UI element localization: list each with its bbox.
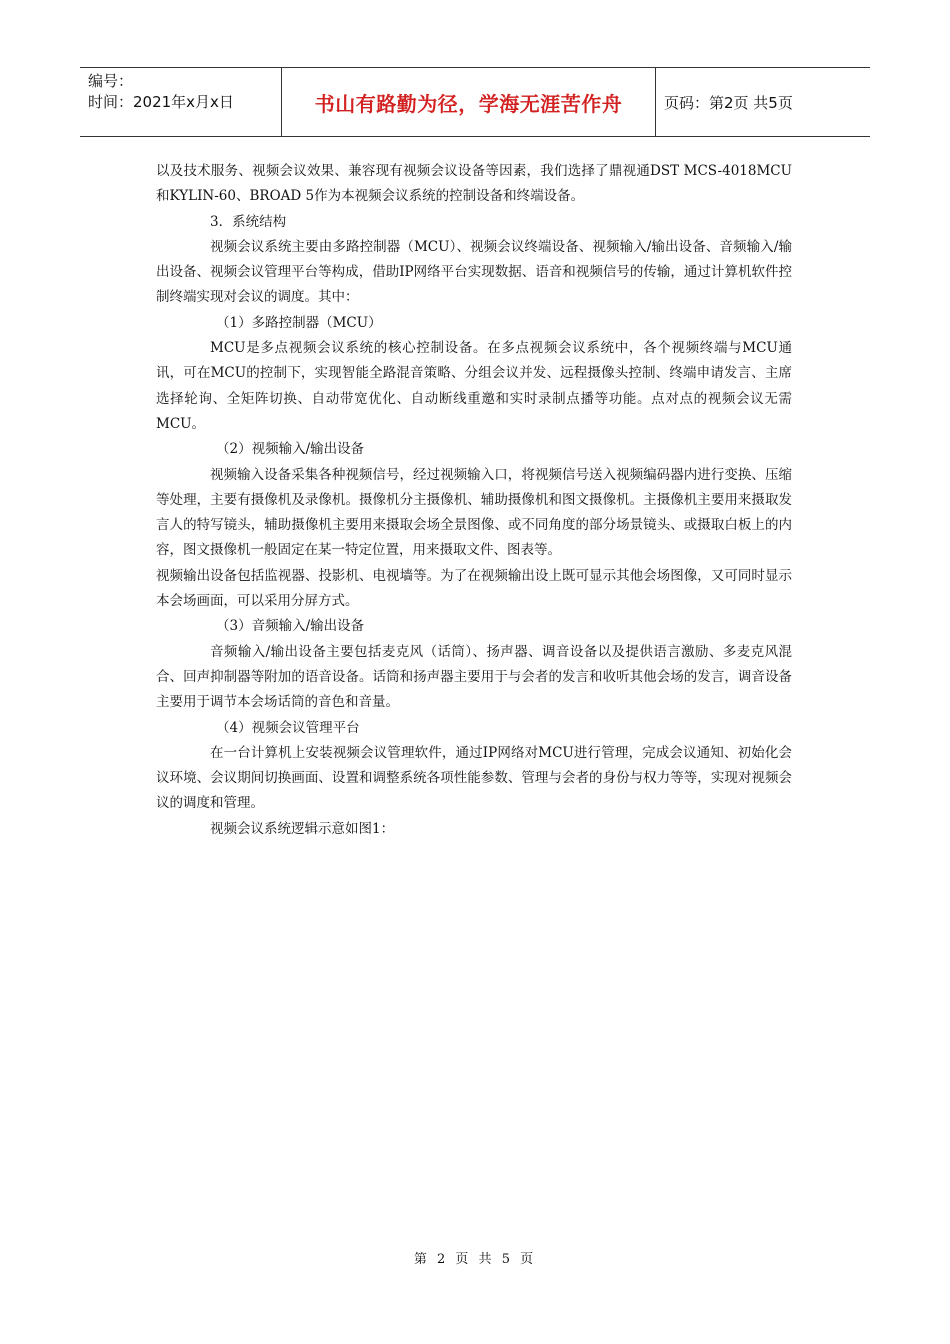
paragraph: MCU是多点视频会议系统的核心控制设备。在多点视频会议系统中，各个视频终端与MCU通讯，可在MCU的控制下，实现智能全路混音策略、分组会议并发、远程摄像头控制、终端申请发言、主席选择轮询、全矩阵切换、自动带宽优化、自动断线重邀和实时录制点播等功能。点对点的视频会议无需MCU。 bbox=[156, 340, 792, 432]
paragraph: 音频输入/输出设备主要包括麦克风（话筒）、扬声器、调音设备以及提供语言激励、多麦克风混合、回声抑制器等附加的语音设备。话筒和扬声器主要用于与会者的发言和收听其他会场的发言，调音设备主要用于调节本会场话筒的音色和音量。 bbox=[156, 643, 792, 711]
subsection-heading: （1）多路控制器（MCU） bbox=[216, 314, 382, 331]
time-label: 时间：2021年x月x日 bbox=[88, 93, 234, 111]
paragraph: 在一台计算机上安装视频会议管理软件，通过IP网络对MCU进行管理，完成会议通知、初始化会议环境、会议期间切换画面、设置和调整系统各项性能参数、管理与会者的身份与权力等等，实现对视频会议的调度和管理。 bbox=[156, 744, 792, 812]
subsection-heading: （2）视频输入/输出设备 bbox=[216, 441, 365, 458]
document-body bbox=[156, 159, 792, 842]
paragraph: 视频输出设备包括监视器、投影机、电视墙等。为了在视频输出设上既可显示其他会场图像，又可同时显示本会场画面，可以采用分屏方式。 bbox=[156, 567, 792, 610]
header-meta bbox=[80, 68, 282, 136]
header-motto: 书山有路勤为径，学海无涯苦作舟 bbox=[282, 68, 656, 136]
paragraph: 视频输入设备采集各种视频信号，经过视频输入口，将视频信号送入视频编码器内进行变换、压缩等处理，主要有摄像机及录像机。摄像机分主摄像机、辅助摄像机和图文摄像机。主摄像机主要用来摄取发言人的特写镜头，辅助摄像机主要用来摄取会场全景图像、或不同角度的部分场景镜头、或摄取白板上的内容，图文摄像机一般固定在某一特定位置，用来摄取文件、图表等。 bbox=[156, 466, 792, 559]
subsection-heading: （4）视频会议管理平台 bbox=[216, 719, 360, 736]
section-heading: 3．系统结构 bbox=[210, 213, 287, 230]
page-header bbox=[80, 67, 870, 137]
paragraph: 视频会议系统主要由多路控制器（MCU）、视频会议终端设备、视频输入/输出设备、音频输入/输出设备、视频会议管理平台等构成，借助IP网络平台实现数据、语音和视频信号的传输，通过计算机软件控制终端实现对会议的调度。其中： bbox=[156, 238, 792, 306]
serial-label: 编号： bbox=[88, 72, 134, 90]
paragraph: 视频会议系统逻辑示意如图1： bbox=[210, 820, 395, 837]
page-footer: 第 2 页 共 5 页 bbox=[413, 1252, 537, 1267]
paragraph: 以及技术服务、视频会议效果、兼容现有视频会议设备等因素，我们选择了鼎视通DST MCS-4018MCU和KYLIN-60、BROAD 5作为本视频会议系统的控制设备和终端设备。 bbox=[156, 163, 792, 205]
header-page-info: 页码：第2页 共5页 bbox=[664, 93, 793, 112]
subsection-heading: （3）音频输入/输出设备 bbox=[216, 618, 365, 635]
